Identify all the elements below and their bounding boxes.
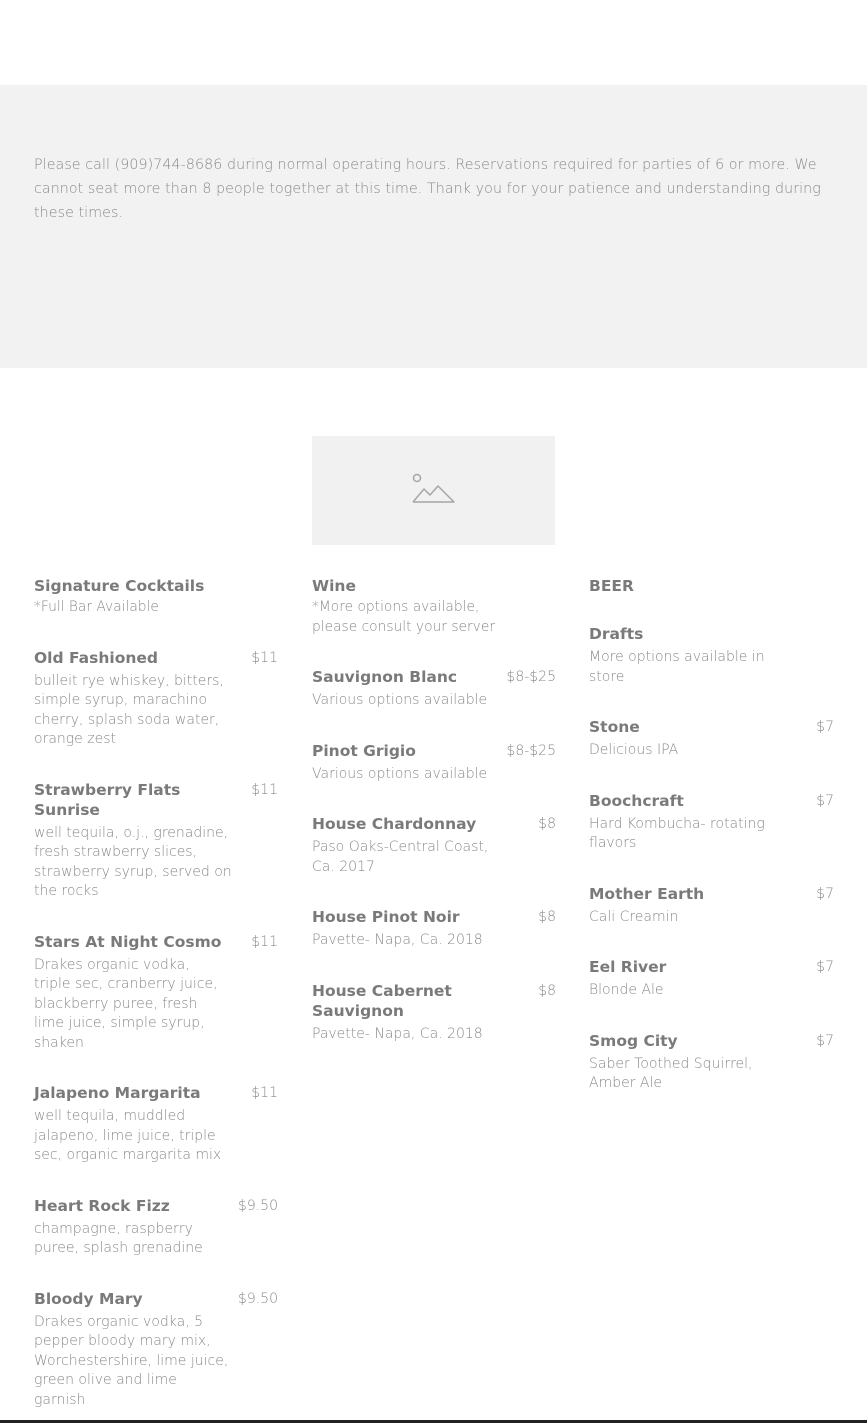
- item-description: Various options available: [312, 692, 488, 708]
- item-description: Blonde Ale: [589, 982, 664, 998]
- item-price: $7: [816, 959, 834, 975]
- section-subtitle: *More options available, please consult your server: [312, 599, 496, 635]
- item-description: Cali Creamin: [589, 908, 679, 925]
- item-description: Paso Oaks-Central Coast, Ca. 2017: [312, 839, 489, 875]
- section-title: BEER: [589, 577, 634, 595]
- menu-item: [589, 1031, 834, 1094]
- menu-item: [34, 932, 278, 1054]
- item-price: $7: [816, 885, 834, 902]
- item-price: $11: [251, 649, 278, 666]
- menu-item: [34, 780, 278, 902]
- item-name: Boochcraft: [589, 791, 684, 810]
- image-icon: [412, 472, 456, 510]
- item-description: Pavette- Napa, Ca. 2018: [312, 1025, 483, 1042]
- item-description: More options available in store: [589, 649, 765, 685]
- item-price: $8: [538, 816, 556, 832]
- item-name: Sauvignon Blanc: [312, 668, 458, 686]
- item-description: Drakes organic vodka, triple sec, cranberry juice, blackberry puree, fresh lime juice, simple syrup, shaken: [34, 956, 218, 1051]
- notice-banner: [0, 85, 867, 368]
- item-name: House Pinot Noir: [312, 908, 460, 926]
- item-price: $7: [816, 1032, 834, 1049]
- item-price: $11: [251, 1085, 278, 1101]
- wine-column: [312, 574, 556, 1044]
- menu-item: [34, 1196, 278, 1259]
- item-description: well tequila, muddled jalapeno, lime juice, triple sec, organic margarita mix: [34, 1108, 222, 1163]
- item-name: Pinot Grigio: [312, 741, 416, 760]
- menu-item: [312, 741, 556, 785]
- menu-item: [34, 1289, 278, 1411]
- item-price: $8-$25: [506, 669, 556, 685]
- item-price: $9.50: [237, 1197, 278, 1214]
- item-name: Strawberry Flats Sunrise: [34, 780, 181, 819]
- section-title: Signature Cocktails: [34, 577, 205, 595]
- menu-item: [312, 981, 556, 1045]
- menu-item: [312, 814, 556, 877]
- page-top-spacer: [0, 0, 867, 85]
- item-description: Hard Kombucha- rotating flavors: [589, 815, 765, 851]
- image-placeholder: [312, 436, 555, 545]
- item-description: well tequila, o.j., grenadine, fresh strawberry slices, strawberry syrup, served on the rocks: [34, 824, 232, 899]
- item-price: $11: [251, 933, 278, 950]
- section-subtitle: *Full Bar Available: [34, 599, 159, 615]
- cocktails-column: [34, 574, 278, 1410]
- item-name: House Chardonnay: [312, 815, 477, 833]
- menu-item: [312, 907, 556, 951]
- item-name: House Cabernet Sauvignon: [312, 981, 452, 1020]
- item-price: $8: [538, 982, 556, 999]
- menu-item: [589, 957, 834, 1001]
- item-name: Mother Earth: [589, 884, 705, 903]
- beer-column: [589, 574, 834, 1094]
- item-name: Smog City: [589, 1031, 678, 1050]
- menu-item: [589, 717, 834, 761]
- menu-item: [589, 624, 834, 687]
- menu-item: [34, 1083, 278, 1166]
- item-name: Jalapeno Margarita: [34, 1084, 201, 1102]
- item-price: $9.50: [237, 1290, 278, 1307]
- menu-item: [312, 667, 556, 711]
- item-price: $8: [538, 909, 556, 925]
- item-name: Heart Rock Fizz: [34, 1196, 170, 1215]
- menu-item: [34, 648, 278, 750]
- menu-item: [589, 884, 834, 928]
- item-description: Delicious IPA: [589, 742, 679, 758]
- item-name: Old Fashioned: [34, 648, 158, 667]
- item-name: Drafts: [589, 625, 644, 643]
- section-title: Wine: [312, 577, 356, 595]
- item-name: Stars At Night Cosmo: [34, 932, 222, 951]
- item-description: bulleit rye whiskey, bitters, simple syrup, marachino cherry, splash soda water, orange zest: [34, 672, 224, 747]
- menu-item: [589, 791, 834, 854]
- item-name: Eel River: [589, 958, 667, 976]
- item-description: Drakes organic vodka, 5 pepper bloody mary mix, Worchestershire, lime juice, green olive and lime garnish: [34, 1313, 229, 1408]
- item-description: champagne, raspberry puree, splash grenadine: [34, 1220, 203, 1256]
- item-description: Various options available: [312, 765, 488, 782]
- item-description: Saber Toothed Squirrel, Amber Ale: [589, 1055, 753, 1091]
- item-price: $11: [251, 781, 278, 798]
- item-price: $7: [816, 719, 834, 735]
- item-price: $8-$25: [506, 742, 556, 759]
- item-name: Bloody Mary: [34, 1289, 143, 1308]
- item-price: $7: [816, 792, 834, 809]
- item-name: Stone: [589, 718, 640, 736]
- notice-text: Please call (909)744-8686 during normal operating hours. Reservations required for parties of 6 or more. We cannot seat more than 8 people together at this time. Thank you for your patience and understanding during these times.: [34, 157, 821, 221]
- item-description: Pavette- Napa, Ca. 2018: [312, 932, 483, 948]
